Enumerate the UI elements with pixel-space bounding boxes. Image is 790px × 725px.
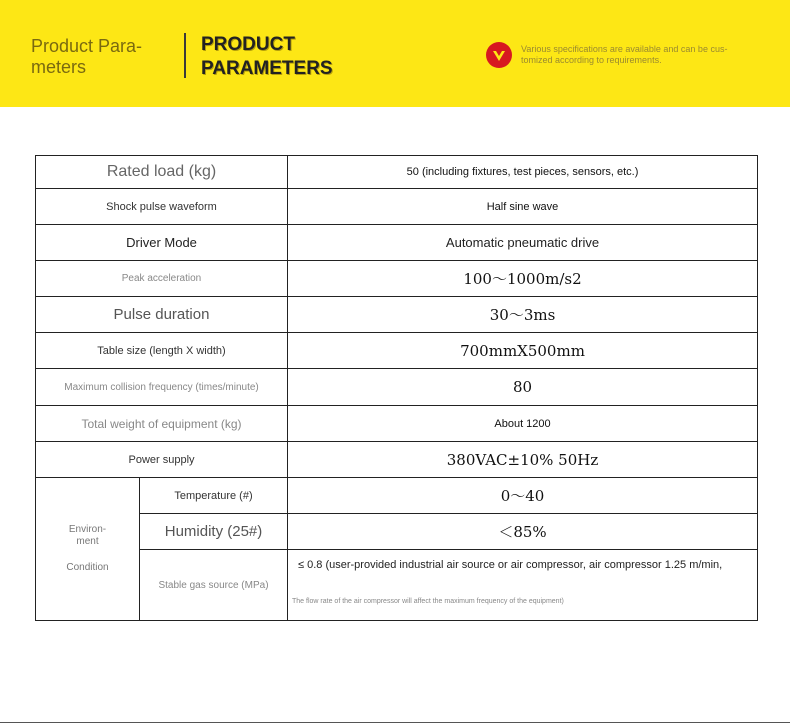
param-value: 80 <box>288 369 758 406</box>
param-value-cell <box>288 550 758 621</box>
table-row <box>36 369 758 406</box>
param-value: ≤ 0.8 (user-provided industrial air source or air compressor, air compressor 1.25 m/min, <box>298 559 723 571</box>
environment-group-line2: ment <box>76 536 99 547</box>
param-label: Pulse duration <box>36 297 288 333</box>
section-title-line1: Product Para- <box>31 36 143 56</box>
environment-group-line1: Environ- <box>68 524 107 535</box>
chevron-down-icon <box>486 42 512 68</box>
parameters-table <box>35 155 758 621</box>
table-row <box>36 189 758 225</box>
param-label: Power supply <box>36 442 288 478</box>
customization-note-line1: Various specifications are available and can be cus- <box>521 44 728 54</box>
section-title <box>31 36 171 78</box>
param-value: 100～1000m/s2 <box>288 261 758 297</box>
param-value: Half sine wave <box>288 189 758 225</box>
environment-group-line3: Condition <box>66 562 109 573</box>
table-row <box>36 225 758 261</box>
bottom-divider <box>0 722 790 723</box>
table-row <box>36 156 758 189</box>
param-value: About 1200 <box>288 406 758 442</box>
param-value: 50 (including fixtures, test pieces, sensors, etc.) <box>288 156 758 189</box>
param-label: Rated load (kg) <box>36 156 288 189</box>
section-title-line2: meters <box>31 57 87 77</box>
param-label: Maximum collision frequency (times/minute) <box>36 369 288 406</box>
param-label: Driver Mode <box>36 225 288 261</box>
param-label: Shock pulse waveform <box>36 189 288 225</box>
param-value: Automatic pneumatic drive <box>288 225 758 261</box>
param-label: Total weight of equipment (kg) <box>36 406 288 442</box>
table-row <box>36 297 758 333</box>
param-label: Table size (length X width) <box>36 333 288 369</box>
table-row <box>36 261 758 297</box>
param-value: 30～3ms <box>288 297 758 333</box>
section-title-caps <box>201 33 371 81</box>
table-row <box>36 333 758 369</box>
customization-note <box>521 44 771 66</box>
table-row <box>36 406 758 442</box>
table-row <box>36 442 758 478</box>
title-divider <box>184 33 186 78</box>
param-label: Humidity (25#) <box>140 514 288 550</box>
section-title-caps-line1: PRODUCT <box>201 34 295 55</box>
param-footnote: The flow rate of the air compressor will affect the maximum frequency of the equipment) <box>292 598 564 605</box>
param-label: Stable gas source (MPa) <box>140 550 288 621</box>
section-title-caps-line2: PARAMETERS <box>201 58 333 79</box>
param-value: 0～40 <box>288 478 758 514</box>
table-row <box>36 514 758 550</box>
param-value: ＜85% <box>288 514 758 550</box>
table-row <box>36 550 758 621</box>
header-banner <box>0 0 790 107</box>
param-value: 380VAC±10% 50Hz <box>288 442 758 478</box>
param-value: 700mmX500mm <box>288 333 758 369</box>
environment-group-label <box>36 478 140 621</box>
table-row <box>36 478 758 514</box>
customization-note-line2: tomized according to requirements. <box>521 55 662 65</box>
param-label: Peak acceleration <box>36 261 288 297</box>
param-label: Temperature (#) <box>140 478 288 514</box>
